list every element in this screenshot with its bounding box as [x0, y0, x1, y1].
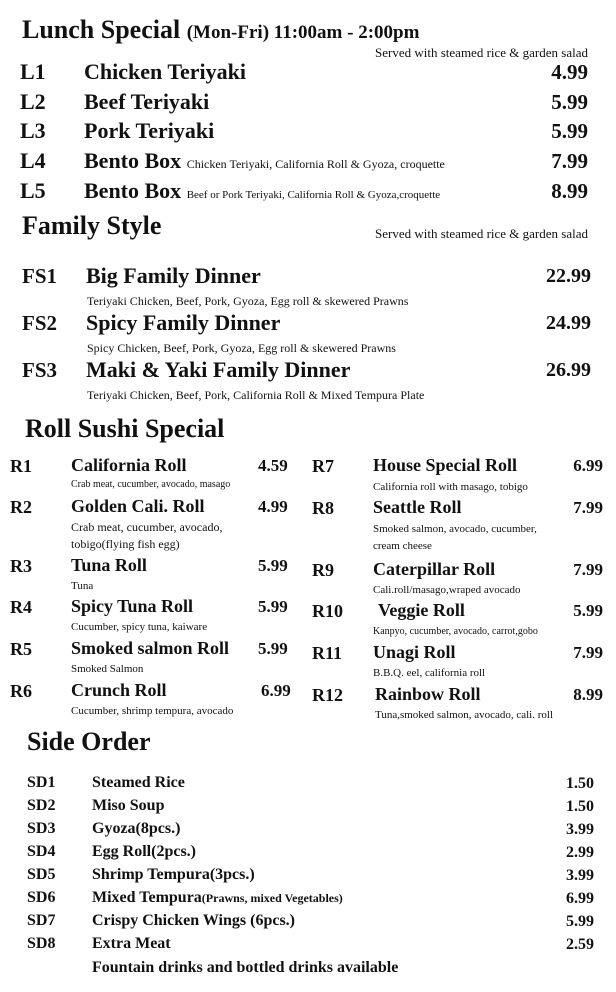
family-item-price: 24.99: [546, 312, 591, 334]
roll-item-desc: Crab meat, cucumber, avocado, masago: [71, 479, 231, 490]
roll-item-name: Unagi Roll: [373, 642, 456, 662]
roll-item-code: R3: [10, 556, 32, 576]
family-style-title: Family Style: [22, 211, 162, 240]
roll-item-price: 4.59: [258, 456, 288, 475]
roll-item-price: 6.99: [261, 681, 291, 700]
roll-item-name: Rainbow Roll: [375, 684, 481, 704]
lunch-item-code: L2: [20, 89, 46, 114]
side-item-price: 3.99: [566, 867, 594, 884]
side-item-price: 2.59: [566, 936, 594, 953]
side-item-name: Extra Meat: [92, 935, 171, 952]
roll-item-desc: B.B.Q. eel, california roll: [373, 667, 486, 679]
roll-item-desc: Tuna: [71, 580, 94, 592]
side-item-code: SD4: [27, 843, 56, 860]
roll-item-name: Golden Cali. Roll: [71, 496, 205, 516]
roll-item-desc: California roll with masago, tobigo: [373, 481, 528, 493]
lunch-item-name: Bento Box: [84, 178, 182, 203]
lunch-item-price: 5.99: [551, 119, 588, 143]
roll-item-name: Seattle Roll: [373, 497, 462, 517]
roll-item-desc: Cucumber, shrimp tempura, avocado: [71, 705, 234, 717]
lunch-item-name: Chicken Teriyaki: [84, 59, 246, 84]
roll-item-price: 5.99: [258, 556, 288, 575]
roll-item-desc: Smoked Salmon: [71, 663, 144, 675]
roll-item-price: 7.99: [573, 560, 603, 579]
side-item-name: Shrimp Tempura(3pcs.): [92, 866, 255, 883]
side-item-price: 5.99: [566, 913, 594, 930]
roll-item-desc-line2: cream cheese: [373, 540, 432, 552]
side-item-name: Miso Soup: [92, 797, 165, 814]
lunch-item-price: 5.99: [551, 90, 588, 114]
side-item-price: 2.99: [566, 844, 594, 861]
lunch-item-code: L1: [20, 59, 46, 84]
roll-item-code: R1: [10, 456, 32, 476]
family-style-note: Served with steamed rice & garden salad: [375, 226, 588, 241]
roll-item-price: 5.99: [573, 601, 603, 620]
side-item-price: 6.99: [566, 890, 594, 907]
roll-item-code: R9: [312, 560, 334, 580]
lunch-item-price: 8.99: [551, 179, 588, 203]
roll-item-price: 7.99: [573, 498, 603, 517]
side-order-title: Side Order: [27, 727, 151, 756]
roll-item-code: R7: [312, 456, 334, 476]
lunch-item-name-with-desc: [84, 178, 440, 204]
roll-item-desc: Cali.roll/masago,wraped avocado: [373, 584, 521, 596]
lunch-item-code: L5: [20, 178, 46, 203]
roll-item-code: R8: [312, 498, 334, 518]
side-item-name: Crispy Chicken Wings (6pcs.): [92, 912, 295, 929]
roll-item-desc: Kanpyo, cucumber, avocado, carrot,gobo: [373, 626, 538, 637]
roll-item-code: R12: [312, 685, 343, 705]
lunch-item-name: Bento Box: [84, 148, 182, 173]
family-item-price: 22.99: [546, 265, 591, 287]
roll-item-desc: Cucumber, spicy tuna, kaiware: [71, 621, 208, 633]
roll-item-name: Crunch Roll: [71, 680, 167, 700]
family-item-name: Big Family Dinner: [86, 263, 261, 288]
side-item-note: (Prawns, mixed Vegetables): [201, 891, 343, 905]
lunch-item-price: 7.99: [551, 149, 588, 173]
roll-item-desc: Tuna,smoked salmon, avocado, cali. roll: [375, 709, 554, 721]
family-item-name: Maki & Yaki Family Dinner: [86, 357, 351, 382]
side-item-name: Steamed Rice: [92, 774, 185, 791]
roll-item-price: 8.99: [573, 685, 603, 704]
lunch-item-name: Pork Teriyaki: [84, 118, 215, 143]
side-item-name: Egg Roll(2pcs.): [92, 843, 196, 860]
roll-item-price: 7.99: [573, 643, 603, 662]
family-item-desc: Teriyaki Chicken, Beef, Pork, California Roll & Mixed Tempura Plate: [87, 388, 425, 402]
side-item-code: SD2: [27, 797, 56, 814]
roll-item-code: R6: [10, 681, 32, 701]
lunch-item-code: L4: [20, 148, 46, 173]
lunch-item-desc: Beef or Pork Teriyaki, California Roll & Gyoza,croquette: [186, 189, 441, 201]
roll-sushi-title: Roll Sushi Special: [25, 414, 225, 443]
roll-item-code: R11: [312, 643, 343, 663]
roll-item-desc-line2: tobigo(flying fish egg): [71, 537, 180, 551]
roll-item-price: 4.99: [258, 497, 288, 516]
side-item-code: SD6: [27, 889, 56, 906]
roll-item-name: Caterpillar Roll: [373, 559, 496, 579]
roll-item-name: House Special Roll: [373, 455, 518, 475]
side-item-code: SD1: [27, 774, 56, 791]
side-item-name: Gyoza(8pcs.): [92, 820, 181, 837]
side-item-code: SD3: [27, 820, 56, 837]
family-item-name: Spicy Family Dinner: [86, 310, 281, 335]
roll-item-name: Veggie Roll: [378, 600, 465, 620]
side-item-name: Mixed Tempura: [92, 889, 202, 906]
lunch-special-title: Lunch Special: [22, 15, 181, 44]
roll-item-code: R5: [10, 639, 32, 659]
roll-item-name: Spicy Tuna Roll: [71, 596, 194, 616]
family-item-code: FS3: [22, 358, 58, 382]
lunch-item-code: L3: [20, 118, 46, 143]
side-item-price: 1.50: [566, 798, 594, 815]
roll-item-code: R10: [312, 601, 343, 621]
roll-item-code: R4: [10, 597, 32, 617]
lunch-item-price: 4.99: [551, 60, 588, 84]
roll-item-price: 6.99: [573, 456, 603, 475]
roll-item-name: California Roll: [71, 455, 187, 475]
lunch-special-heading: [22, 15, 419, 45]
family-item-code: FS2: [22, 311, 58, 335]
roll-item-desc: Crab meat, cucumber, avocado,: [71, 520, 223, 534]
roll-item-name: Tuna Roll: [71, 555, 147, 575]
roll-item-price: 5.99: [258, 639, 288, 658]
family-item-desc: Spicy Chicken, Beef, Pork, Gyoza, Egg roll & skewered Prawns: [87, 341, 396, 355]
family-item-code: FS1: [22, 264, 58, 288]
drinks-footer: Fountain drinks and bottled drinks available: [92, 959, 399, 976]
side-item-code: SD8: [27, 935, 56, 952]
side-item-price: 3.99: [566, 821, 594, 838]
family-item-price: 26.99: [546, 359, 591, 381]
roll-item-price: 5.99: [258, 597, 288, 616]
lunch-item-name: Beef Teriyaki: [84, 89, 210, 114]
lunch-item-name-with-desc: [84, 148, 445, 174]
lunch-special-hours: (Mon-Fri) 11:00am - 2:00pm: [186, 22, 420, 43]
lunch-item-desc: Chicken Teriyaki, California Roll & Gyoza, croquette: [186, 157, 445, 171]
side-item-name-with-note: [92, 889, 343, 907]
side-item-price: 1.50: [566, 775, 594, 792]
side-item-code: SD7: [27, 912, 56, 929]
family-item-desc: Teriyaki Chicken, Beef, Pork, Gyoza, Egg roll & skewered Prawns: [87, 294, 409, 308]
roll-item-code: R2: [10, 497, 32, 517]
lunch-special-note: Served with steamed rice & garden salad: [375, 45, 588, 60]
roll-item-name: Smoked salmon Roll: [71, 638, 230, 658]
side-item-code: SD5: [27, 866, 56, 883]
roll-item-desc: Smoked salmon, avocado, cucumber,: [373, 523, 537, 535]
